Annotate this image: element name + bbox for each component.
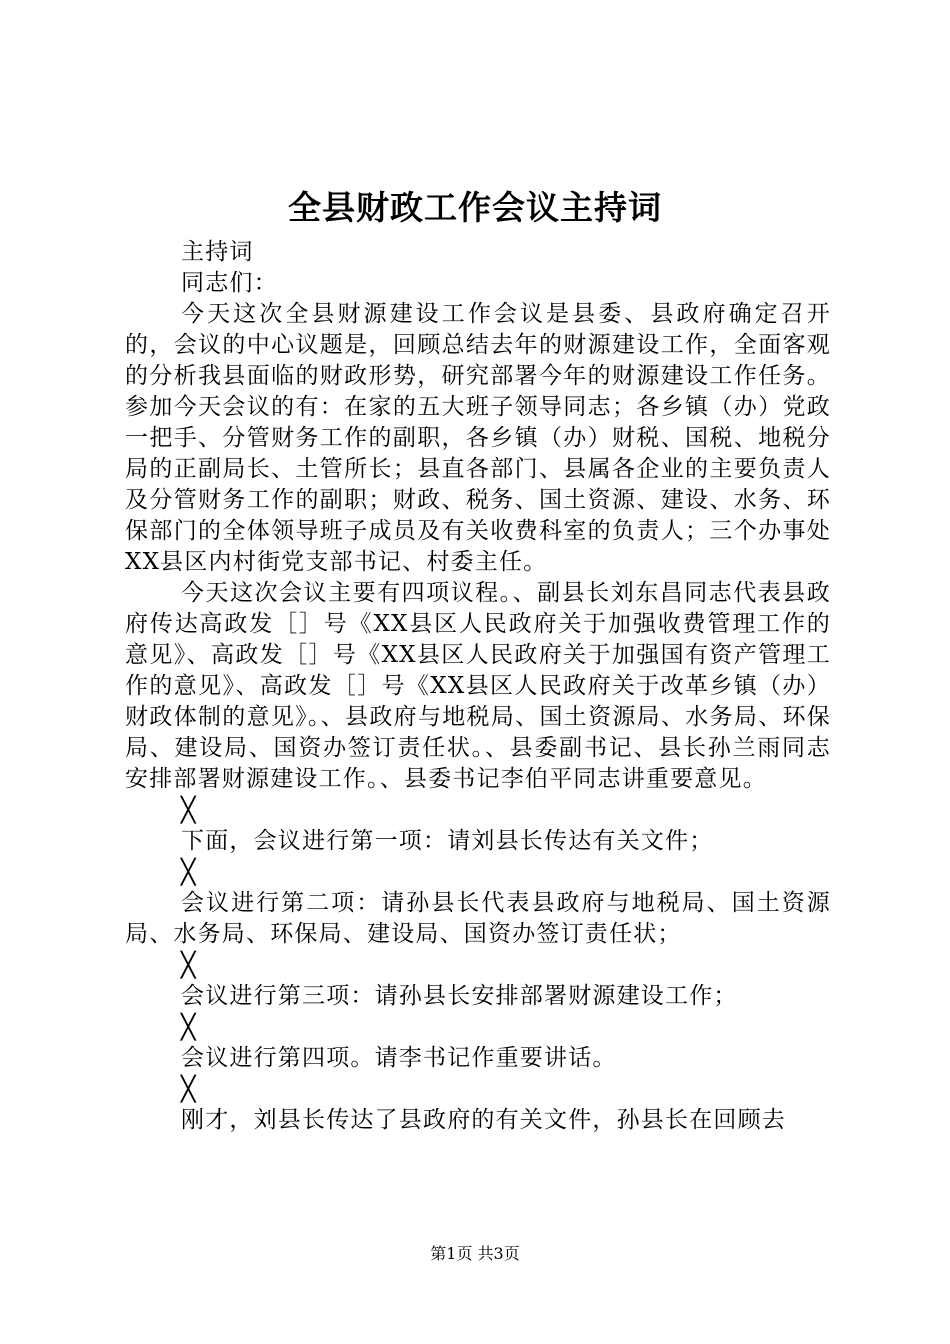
cross-mark-icon: ╳	[181, 1075, 197, 1103]
document-title: 全县财政工作会议主持词	[288, 188, 662, 227]
paragraph-attendees: 今天这次全县财源建设工作会议是县委、县政府确定召开的，会议的中心议题是，回顾总结去年的财源建设工作，全面客观的分析我县面临的财政形势，研究部署今年的财源建设工作任务。参加今天会议的有：在家的五大班子领导同志；各乡镇（办）党政一把手、分管财务工作的副职，各乡镇（办）财税、国税、地税分局的正副局长、土管所长；县直各部门、县属各企业的主要负责人及分管财务工作的副职；财政、税务、国土资源、建设、水务、环保部门的全体领导班子成员及有关收费科室的负责人；三个办事处XX县区内村街党支部书记、村委主任。	[125, 301, 831, 575]
paragraph-item-3: 会议进行第三项：请孙县长安排部署财源建设工作；	[181, 983, 738, 1009]
page-footer: 第1页 共3页	[430, 1244, 520, 1263]
paragraph-item-1: 下面，会议进行第一项：请刘县长传达有关文件；	[181, 828, 714, 854]
paragraph-closing: 刚才，刘县长传达了县政府的有关文件，孙县长在回顾去	[181, 1107, 786, 1133]
paragraph-item-2: 会议进行第二项：请孙县长代表县政府与地税局、国土资源局、水务局、环保局、建设局、国资办签订责任状；	[125, 890, 831, 947]
paragraph-heading: 主持词	[181, 239, 254, 265]
cross-mark-icon: ╳	[181, 858, 197, 886]
cross-mark-icon: ╳	[181, 1013, 197, 1041]
paragraph-item-4: 会议进行第四项。请李书记作重要讲话。	[181, 1045, 617, 1071]
paragraph-salutation: 同志们：	[181, 270, 278, 296]
cross-mark-icon: ╳	[181, 796, 197, 824]
document-body	[125, 237, 831, 1136]
cross-mark-icon: ╳	[181, 951, 197, 979]
paragraph-agenda: 今天这次会议主要有四项议程。、副县长刘东昌同志代表县政府传达高政发［］号《XX县区人民政府关于加强收费管理工作的意见》、高政发［］号《XX县区人民政府关于加强国有资产管理工作的意见》、高政发［］号《XX县区人民政府关于改革乡镇（办）财政体制的意见》。、县政府与地税局、国土资源局、水务局、环保局、建设局、国资办签订责任状。、县委副书记、县长孙兰雨同志安排部署财源建设工作。、县委书记李伯平同志讲重要意见。	[125, 580, 831, 792]
